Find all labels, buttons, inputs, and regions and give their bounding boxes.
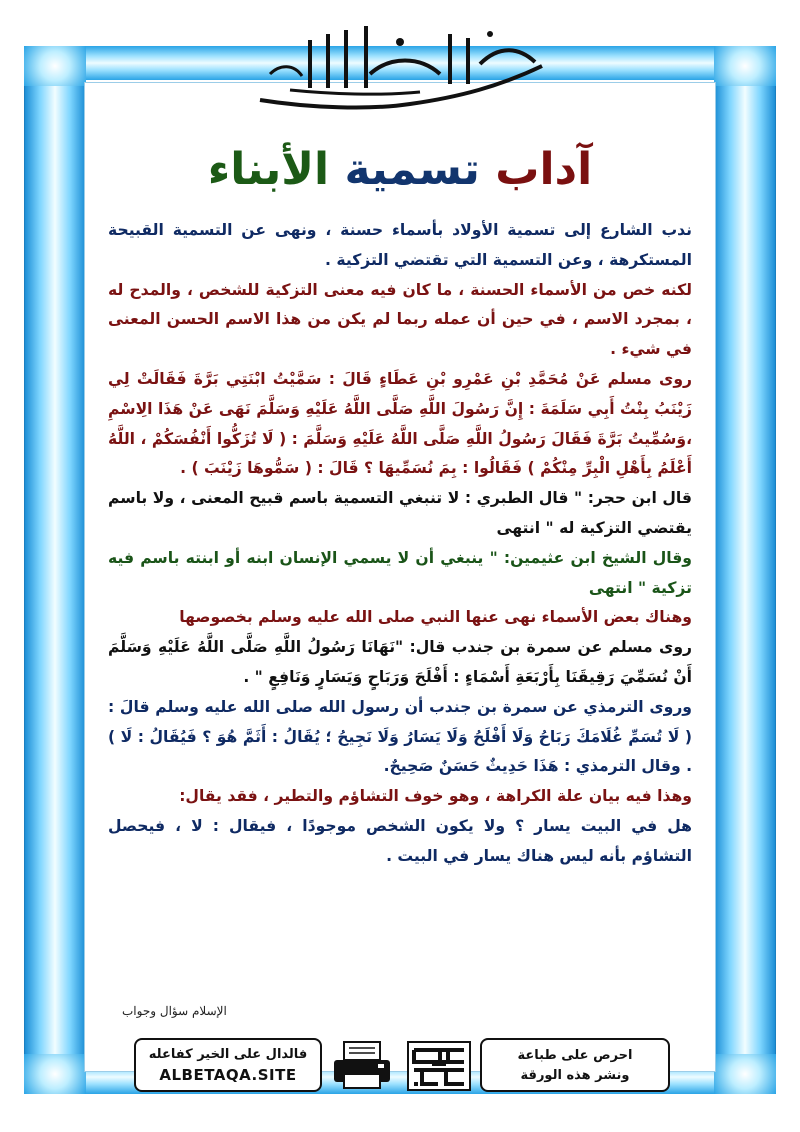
frame-corner xyxy=(24,46,86,86)
paragraph-10: هل في البيت يسار ؟ ولا يكون الشخص موجودًا ، فيقال : لا ، فيحصل التشاؤم بأنه ليس هناك يسار في البيت . xyxy=(108,816,692,865)
footer-print-line1: احرص على طباعة xyxy=(517,1048,633,1063)
printer-icon xyxy=(330,1040,394,1092)
article-body xyxy=(108,216,692,872)
frame-corner xyxy=(24,1054,86,1094)
paragraph-7: روى مسلم عن سمرة بن جندب قال: "نَهَانَا رَسُولُ اللَّهِ صَلَّى اللَّهُ عَلَيْهِ وَسَلَّمَ أَنْ نُسَمِّيَ رَقِيقَنَا بِأَرْبَعَةِ أَسْمَاءٍ : أَفْلَحَ وَرَبَاحٍ وَيَسَارٍ وَنَافِعٍ " . xyxy=(108,638,692,686)
paragraph-8: وروى الترمذي عن سمرة بن جندب أن رسول الله صلى الله عليه وسلم قالَ : ( لَا تُسَمِّ غُلَامَكَ رَبَاحُ وَلَا أَفْلَحُ وَلَا يَسَارُ وَلَا نَجِيحُ ؛ يُقَالُ : أَثَمَّ هُوَ ؟ فَيُقَالُ : لَا ) . وقال الترمذي : هَذَا حَدِيثٌ حَسَنٌ صَحِيحٌ. xyxy=(108,697,692,776)
footer-site-box xyxy=(134,1038,322,1092)
page-title xyxy=(100,140,700,200)
basmala-calligraphy xyxy=(250,4,550,114)
frame-left-bar xyxy=(24,46,86,1094)
paragraph-3: روى مسلم عَنْ مُحَمَّدِ بْنِ عَمْرِو بْنِ عَطَاءٍ قَالَ : سَمَّيْتُ ابْنَتِي بَرَّةَ فَقَالَتْ لِي زَيْنَبُ بِنْتُ أَبِي سَلَمَةَ : إِنَّ رَسُولَ اللَّهِ صَلَّى اللَّهُ عَلَيْهِ وَسَلَّمَ نَهَى عَنْ هَذَا الِاسْمِ ،وَسُمِّيتُ بَرَّةَ فَقَالَ رَسُولُ اللَّهِ صَلَّى اللَّهُ عَلَيْهِ وَسَلَّمَ : ( لَا تُزَكُّوا أَنْفُسَكُمْ ، اللَّهُ أَعْلَمُ بِأَهْلِ الْبِرِّ مِنْكُمْ ) فَقَالُوا : بِمَ نُسَمِّيهَا ؟ قَالَ : ( سَمُّوهَا زَيْنَبَ ) . xyxy=(108,369,692,478)
frame-corner xyxy=(714,1054,776,1094)
title-word-1: آداب xyxy=(495,144,593,195)
dawah-paper-logo xyxy=(404,1038,474,1094)
footer-print-box xyxy=(480,1038,670,1092)
footer-site-link[interactable]: ALBETAQA.SITE xyxy=(159,1066,297,1084)
frame-right-bar xyxy=(714,46,776,1094)
title-word-3: الأبناء xyxy=(207,144,330,195)
paragraph-6: وهناك بعض الأسماء نهى عنها النبي صلى الله عليه وسلم بخصوصها xyxy=(179,608,692,627)
footer xyxy=(134,1038,670,1094)
footer-print-line2: ونشر هذه الورقة xyxy=(520,1068,630,1083)
paragraph-4: قال ابن حجر: " قال الطبري : لا تنبغي التسمية باسم قبيح المعنى ، ولا باسم يقتضي التزكية له " انتهى xyxy=(108,489,692,537)
frame-corner xyxy=(714,46,776,86)
source-credit: الإسلام سؤال وجواب xyxy=(122,1004,227,1018)
paragraph-5: وقال الشيخ ابن عثيمين: " ينبغي أن لا يسمي الإنسان ابنه أو ابنته باسم فيه تزكية " انتهى xyxy=(108,548,692,597)
paragraph-1: ندب الشارع إلى تسمية الأولاد بأسماء حسنة ، ونهى عن التسمية القبيحة المستكرهة ، وعن التسمية التي تقتضي التزكية . xyxy=(108,221,692,269)
footer-slogan: فالدال على الخير كفاعله xyxy=(148,1047,308,1062)
title-word-2: تسمية xyxy=(344,144,480,195)
paragraph-9: وهذا فيه بيان علة الكراهة ، وهو خوف التشاؤم والتطير ، فقد يقال: xyxy=(179,787,692,806)
paragraph-2: لكنه خص من الأسماء الحسنة ، ما كان فيه معنى التزكية للشخص ، والمدح له ، بمجرد الاسم ، في حين أن عمله ربما لم يكن من هذا الاسم الحسن المعنى في شيء . xyxy=(108,280,692,359)
